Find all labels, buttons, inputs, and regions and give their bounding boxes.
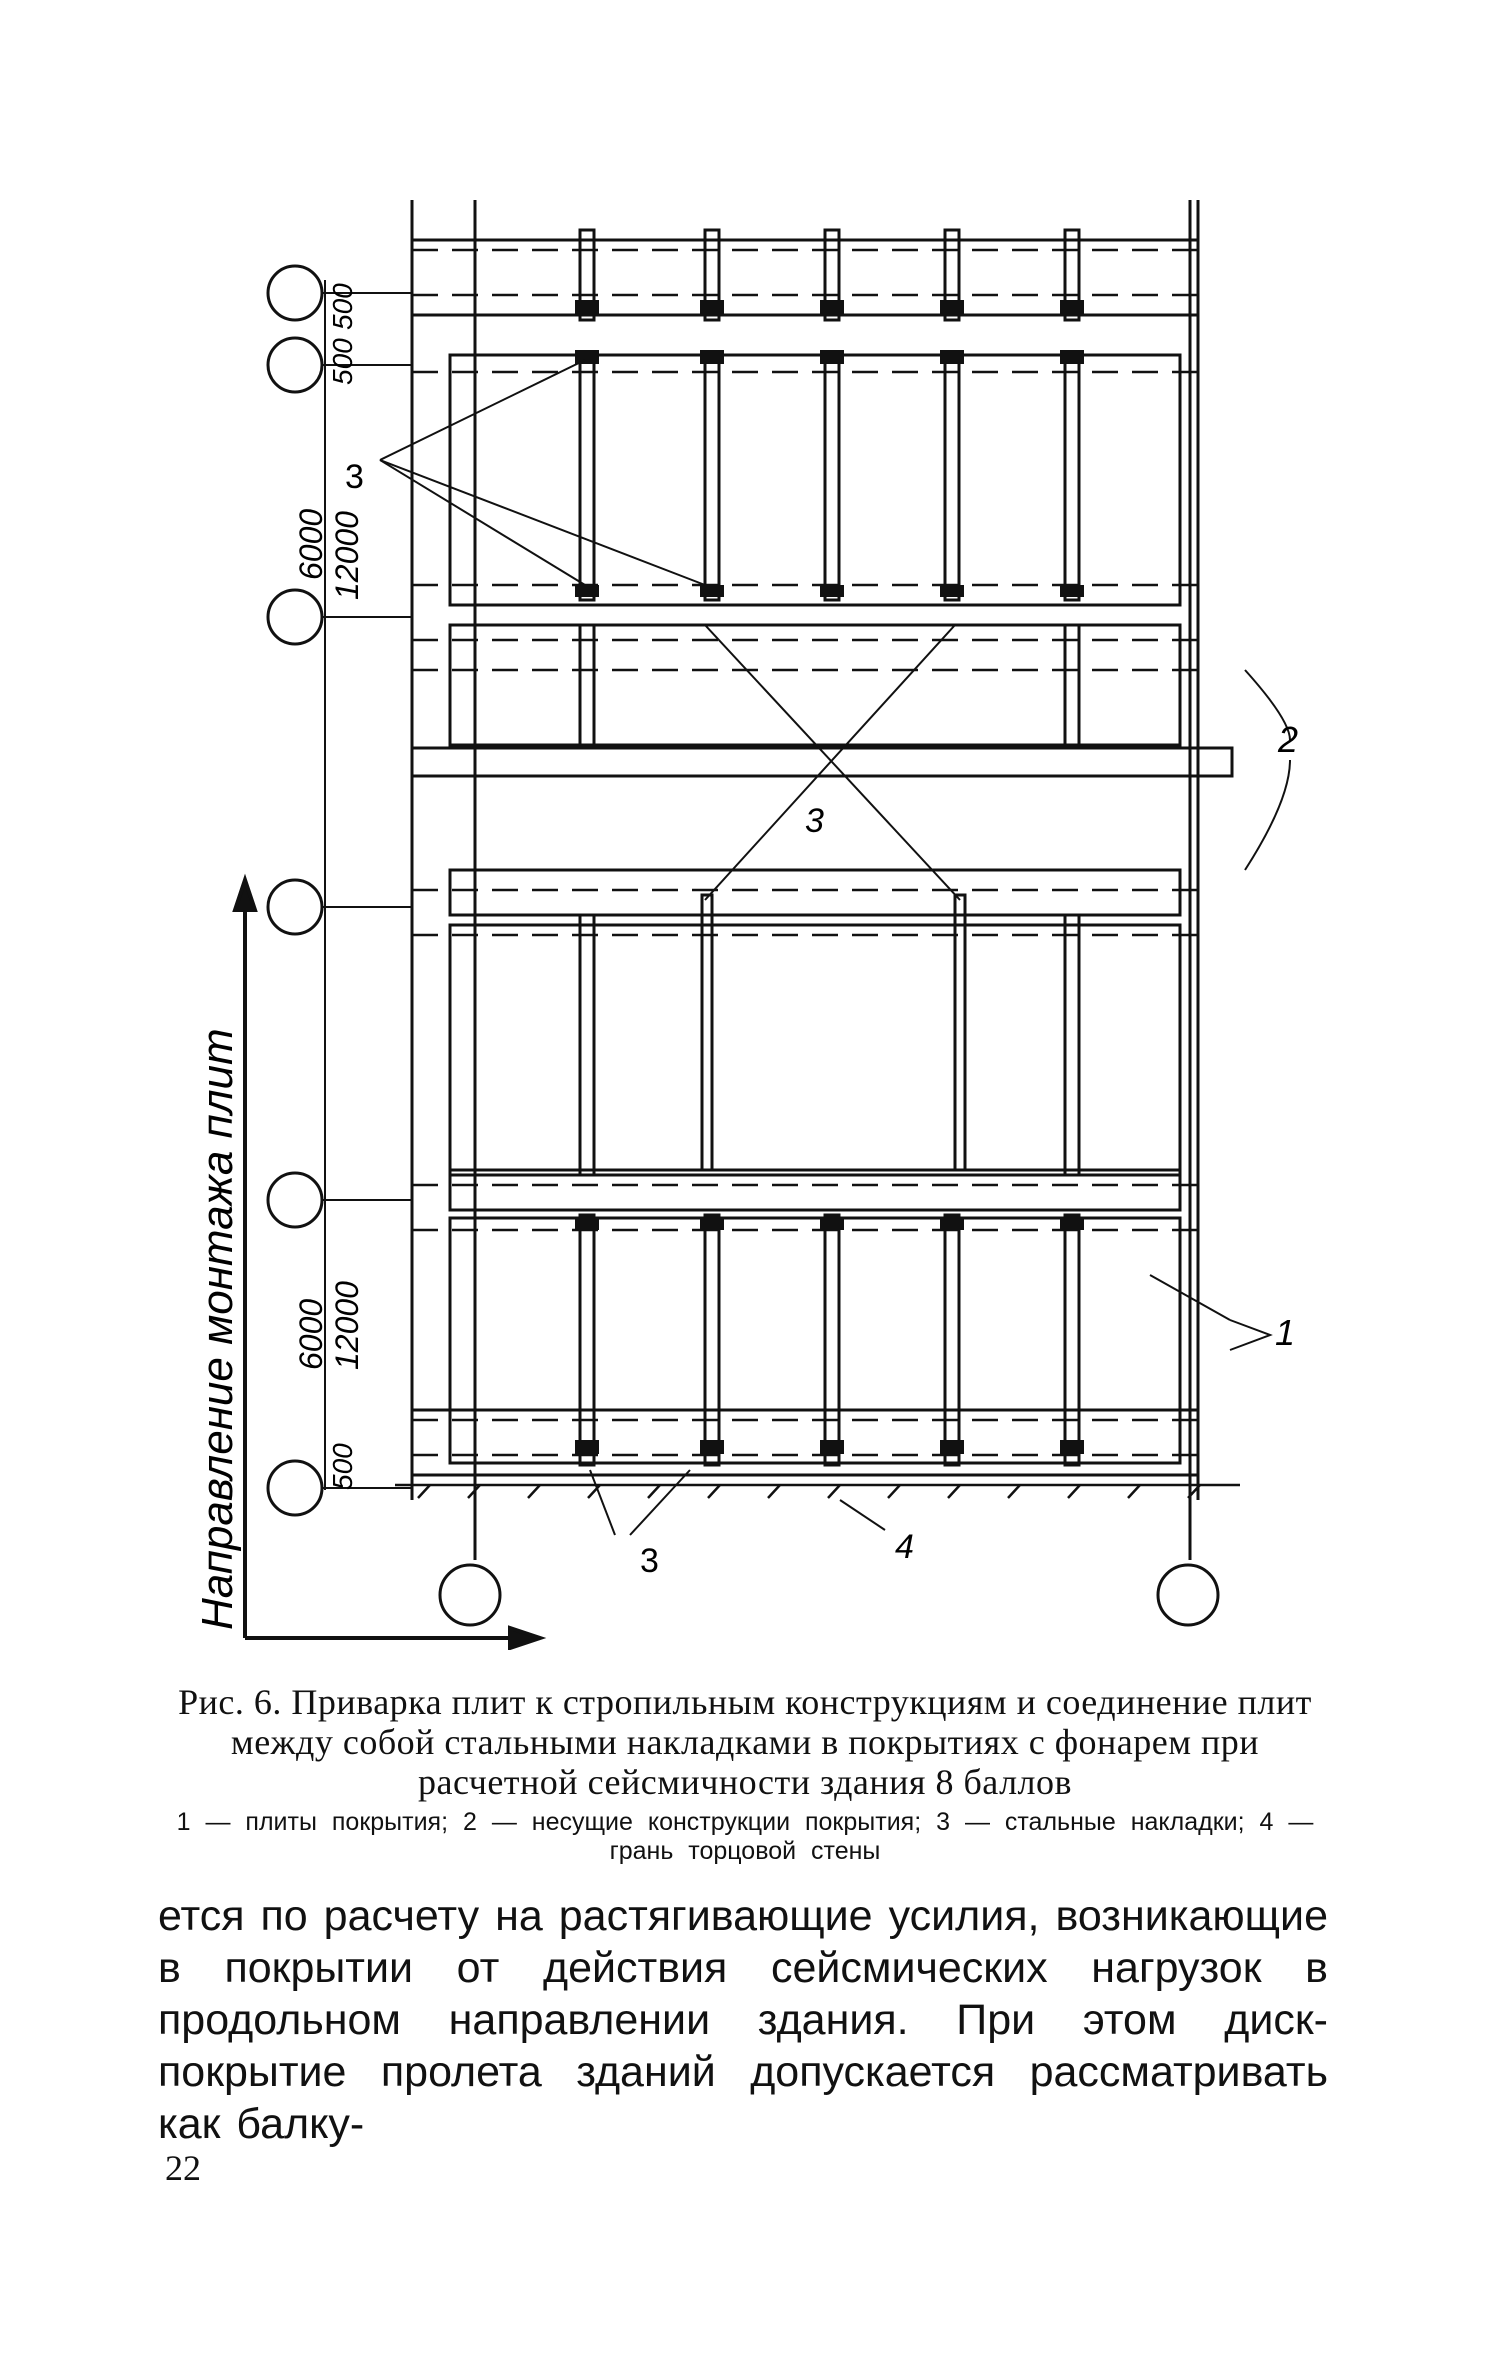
paragraph: ется по расчету на растягивающие усилия, возникающие в покрытии от действия сейсмических нагрузок в продольном направлении здания. При этом диск-покрытие пролета зданий допускается рассматривать как балку-	[158, 1892, 1328, 2148]
dim-6000-bottom: 6000	[293, 1298, 329, 1370]
figure-legend: 1 — плиты покрытия; 2 — несущие конструкции покрытия; 3 — стальные накладки; 4 — грань торцовой стены	[176, 1808, 1314, 1865]
callout-2: 2	[1278, 719, 1299, 760]
callout-4: 4	[895, 1528, 914, 1566]
dim-500-top-a: 500	[327, 283, 358, 330]
dim-12000-bottom: 12000	[329, 1281, 365, 1370]
callout-3-center: 3	[805, 802, 824, 840]
body-text	[158, 1890, 1328, 2150]
mounting-direction-label: Направление монтажа плит	[193, 1028, 242, 1630]
callout-3-bottom: 3	[640, 1542, 659, 1580]
dim-6000-top: 6000	[293, 508, 329, 580]
callout-1: 1	[1275, 1312, 1296, 1353]
figure-caption: Рис. 6. Приварка плит к стропильным конструкциям и соединение плит между собой стальными накладками в покрытиях с фонарем при расчетной сейсмичности здания 8 баллов	[178, 1682, 1312, 1802]
page-number: 22	[165, 2148, 201, 2188]
dim-500-top-b: 500	[327, 338, 358, 385]
callout-3-top: 3	[345, 458, 364, 496]
dim-500-bottom: 500	[327, 1443, 358, 1490]
dim-12000-top: 12000	[329, 511, 365, 600]
